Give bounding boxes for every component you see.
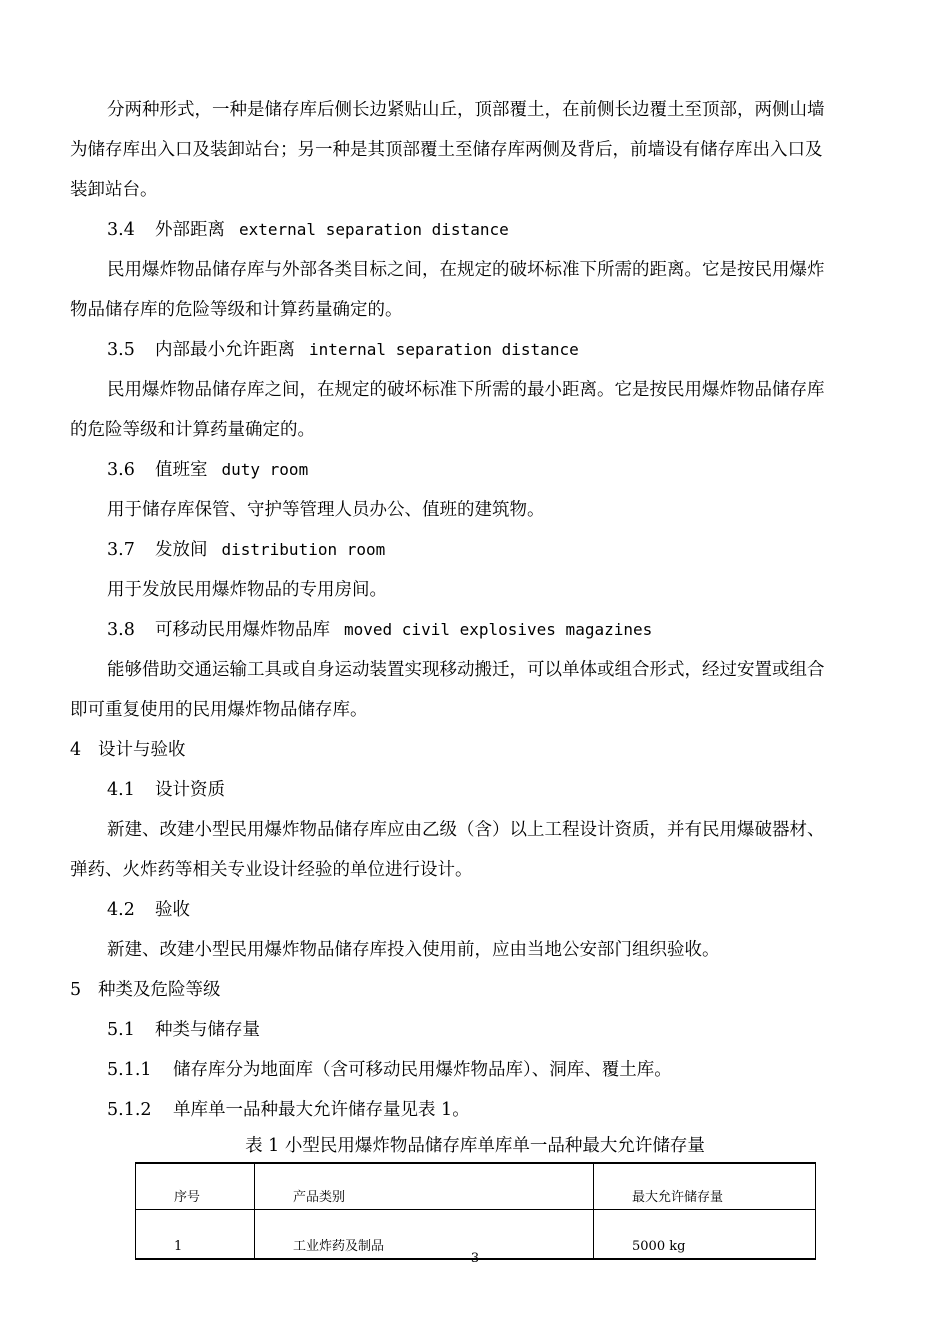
clause-english-term: moved civil explosives magazines bbox=[344, 620, 653, 639]
paragraph-line: 即可重复使用的民用爆炸物品储存库。 bbox=[70, 700, 368, 720]
storage-table bbox=[135, 1162, 816, 1260]
paragraph-line: 用于储存库保管、守护等管理人员办公、值班的建筑物。 bbox=[107, 500, 545, 520]
clause-number: 3.4 bbox=[107, 220, 135, 240]
paragraph-line: 用于发放民用爆炸物品的专用房间。 bbox=[107, 580, 387, 600]
paragraph-line: 新建、改建小型民用爆炸物品储存库投入使用前，应由当地公安部门组织验收。 bbox=[107, 940, 720, 960]
clause-number: 3.6 bbox=[107, 460, 135, 480]
table-cell: 工业炸药及制品 bbox=[255, 1210, 594, 1260]
paragraph-line: 为储存库出入口及装卸站台；另一种是其顶部覆土至储存库两侧及背后，前墙设有储存库出入口及 bbox=[70, 140, 823, 160]
clause-number: 4.2 bbox=[107, 900, 135, 920]
clause-5-1-1 bbox=[107, 1058, 672, 1082]
clause-english-term: distribution room bbox=[221, 540, 386, 559]
clause-title: 发放间 bbox=[155, 540, 208, 560]
page-number: 3 bbox=[470, 1251, 480, 1266]
clause-heading-3-8 bbox=[107, 618, 652, 642]
clause-heading-4-2 bbox=[107, 898, 190, 922]
clause-number: 3.5 bbox=[107, 340, 135, 360]
paragraph-line: 物品储存库的危险等级和计算药量确定的。 bbox=[70, 300, 403, 320]
clause-title: 可移动民用爆炸物品库 bbox=[155, 620, 330, 640]
clause-title: 设计资质 bbox=[155, 780, 225, 800]
paragraph-line: 的危险等级和计算药量确定的。 bbox=[70, 420, 315, 440]
section-title: 设计与验收 bbox=[98, 740, 186, 760]
clause-title: 验收 bbox=[155, 900, 190, 920]
paragraph-line: 装卸站台。 bbox=[70, 180, 158, 200]
paragraph-line: 分两种形式，一种是储存库后侧长边紧贴山丘，顶部覆土，在前侧长边覆土至顶部，两侧山墙 bbox=[107, 100, 825, 120]
clause-title: 值班室 bbox=[155, 460, 208, 480]
paragraph-line: 弹药、火炸药等相关专业设计经验的单位进行设计。 bbox=[70, 860, 473, 880]
clause-english-term: duty room bbox=[221, 460, 309, 479]
clause-title: 外部距离 bbox=[155, 220, 225, 240]
section-number: 5 bbox=[70, 980, 82, 1000]
clause-5-1-2 bbox=[107, 1098, 470, 1122]
table-header-row bbox=[136, 1163, 816, 1210]
clause-english-term: internal separation distance bbox=[309, 340, 579, 359]
paragraph-line: 能够借助交通运输工具或自身运动装置实现移动搬迁，可以单体或组合形式，经过安置或组合 bbox=[107, 660, 825, 680]
table-header-cell: 最大允许储存量 bbox=[594, 1163, 816, 1210]
clause-number: 5.1.2 bbox=[107, 1100, 152, 1120]
table-header-cell: 产品类别 bbox=[255, 1163, 594, 1210]
paragraph-line: 民用爆炸物品储存库与外部各类目标之间，在规定的破坏标准下所需的距离。它是按民用爆炸 bbox=[107, 260, 825, 280]
table-cell: 5000 kg bbox=[594, 1210, 816, 1260]
clause-text: 单库单一品种最大允许储存量见表 1。 bbox=[173, 1100, 470, 1120]
paragraph-line: 民用爆炸物品储存库之间，在规定的破坏标准下所需的最小距离。它是按民用爆炸物品储存库 bbox=[107, 380, 825, 400]
clause-heading-3-4 bbox=[107, 218, 509, 242]
clause-heading-3-5 bbox=[107, 338, 579, 362]
clause-heading-3-6 bbox=[107, 458, 308, 482]
clause-number: 5.1 bbox=[107, 1020, 135, 1040]
clause-heading-4-1 bbox=[107, 778, 225, 802]
clause-text: 储存库分为地面库（含可移动民用爆炸物品库）、洞库、覆土库。 bbox=[173, 1060, 672, 1080]
clause-number: 4.1 bbox=[107, 780, 135, 800]
clause-heading-3-7 bbox=[107, 538, 385, 562]
clause-number: 5.1.1 bbox=[107, 1060, 152, 1080]
table-caption: 表 1 小型民用爆炸物品储存库单库单一品种最大允许储存量 bbox=[245, 1136, 705, 1156]
section-title: 种类及危险等级 bbox=[98, 980, 221, 1000]
clause-heading-5-1 bbox=[107, 1018, 260, 1042]
clause-number: 3.7 bbox=[107, 540, 135, 560]
paragraph-line: 新建、改建小型民用爆炸物品储存库应由乙级（含）以上工程设计资质，并有民用爆破器材、 bbox=[107, 820, 825, 840]
clause-number: 3.8 bbox=[107, 620, 135, 640]
section-heading-5 bbox=[70, 978, 221, 1002]
table-header-cell: 序号 bbox=[136, 1163, 255, 1210]
clause-english-term: external separation distance bbox=[239, 220, 509, 239]
clause-title: 种类与储存量 bbox=[155, 1020, 260, 1040]
clause-title: 内部最小允许距离 bbox=[155, 340, 295, 360]
section-heading-4 bbox=[70, 738, 186, 762]
section-number: 4 bbox=[70, 740, 82, 760]
table-cell: 1 bbox=[136, 1210, 255, 1260]
